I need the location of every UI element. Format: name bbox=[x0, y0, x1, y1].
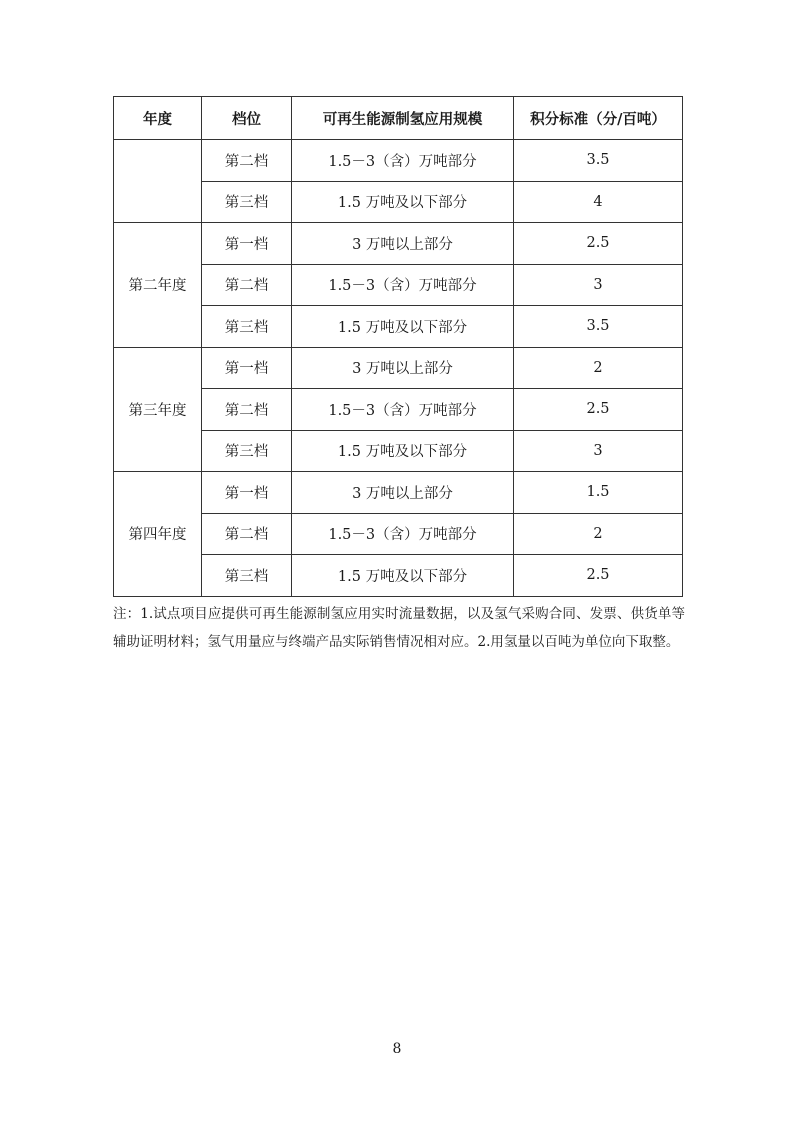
score-cell: 2.5 bbox=[514, 389, 683, 431]
table-body bbox=[114, 140, 683, 597]
tier-cell: 第三档 bbox=[202, 306, 292, 348]
scale-cell: 1.5－3（含）万吨部分 bbox=[292, 513, 514, 555]
tier-cell: 第三档 bbox=[202, 555, 292, 597]
scale-cell: 1.5－3（含）万吨部分 bbox=[292, 140, 514, 182]
score-cell: 1.5 bbox=[514, 472, 683, 514]
score-cell: 3.5 bbox=[514, 140, 683, 182]
tier-cell: 第二档 bbox=[202, 513, 292, 555]
scale-cell: 1.5 万吨及以下部分 bbox=[292, 181, 514, 223]
scale-cell: 1.5－3（含）万吨部分 bbox=[292, 389, 514, 431]
score-cell: 2 bbox=[514, 347, 683, 389]
scale-cell: 3 万吨以上部分 bbox=[292, 223, 514, 265]
scale-cell: 3 万吨以上部分 bbox=[292, 472, 514, 514]
scale-cell: 3 万吨以上部分 bbox=[292, 347, 514, 389]
score-cell: 3 bbox=[514, 430, 683, 472]
score-cell: 2.5 bbox=[514, 223, 683, 265]
table-row bbox=[114, 347, 683, 389]
score-cell: 3.5 bbox=[514, 306, 683, 348]
score-cell: 4 bbox=[514, 181, 683, 223]
header-tier: 档位 bbox=[202, 97, 292, 140]
table-row bbox=[114, 140, 683, 182]
tier-cell: 第二档 bbox=[202, 140, 292, 182]
table-header-row bbox=[114, 97, 683, 140]
table-note: 注：1.试点项目应提供可再生能源制氢应用实时流量数据，以及氢气采购合同、发票、供货单等辅助证明材料；氢气用量应与终端产品实际销售情况相对应。2.用氢量以百吨为单位向下取整。 bbox=[113, 606, 685, 650]
scale-cell: 1.5 万吨及以下部分 bbox=[292, 430, 514, 472]
tier-cell: 第二档 bbox=[202, 264, 292, 306]
year-cell bbox=[114, 140, 202, 223]
header-score: 积分标准（分/百吨） bbox=[514, 97, 683, 140]
year-cell: 第三年度 bbox=[114, 347, 202, 472]
scoring-table bbox=[113, 96, 683, 597]
header-year: 年度 bbox=[114, 97, 202, 140]
tier-cell: 第一档 bbox=[202, 347, 292, 389]
table-row bbox=[114, 472, 683, 514]
year-cell: 第四年度 bbox=[114, 472, 202, 597]
year-cell: 第二年度 bbox=[114, 223, 202, 348]
tier-cell: 第三档 bbox=[202, 430, 292, 472]
page-number: 8 bbox=[392, 1041, 402, 1057]
tier-cell: 第一档 bbox=[202, 223, 292, 265]
scale-cell: 1.5 万吨及以下部分 bbox=[292, 555, 514, 597]
score-cell: 2.5 bbox=[514, 555, 683, 597]
header-scale: 可再生能源制氢应用规模 bbox=[292, 97, 514, 140]
score-cell: 3 bbox=[514, 264, 683, 306]
tier-cell: 第二档 bbox=[202, 389, 292, 431]
tier-cell: 第三档 bbox=[202, 181, 292, 223]
table-row bbox=[114, 223, 683, 265]
scale-cell: 1.5 万吨及以下部分 bbox=[292, 306, 514, 348]
score-cell: 2 bbox=[514, 513, 683, 555]
tier-cell: 第一档 bbox=[202, 472, 292, 514]
scale-cell: 1.5－3（含）万吨部分 bbox=[292, 264, 514, 306]
